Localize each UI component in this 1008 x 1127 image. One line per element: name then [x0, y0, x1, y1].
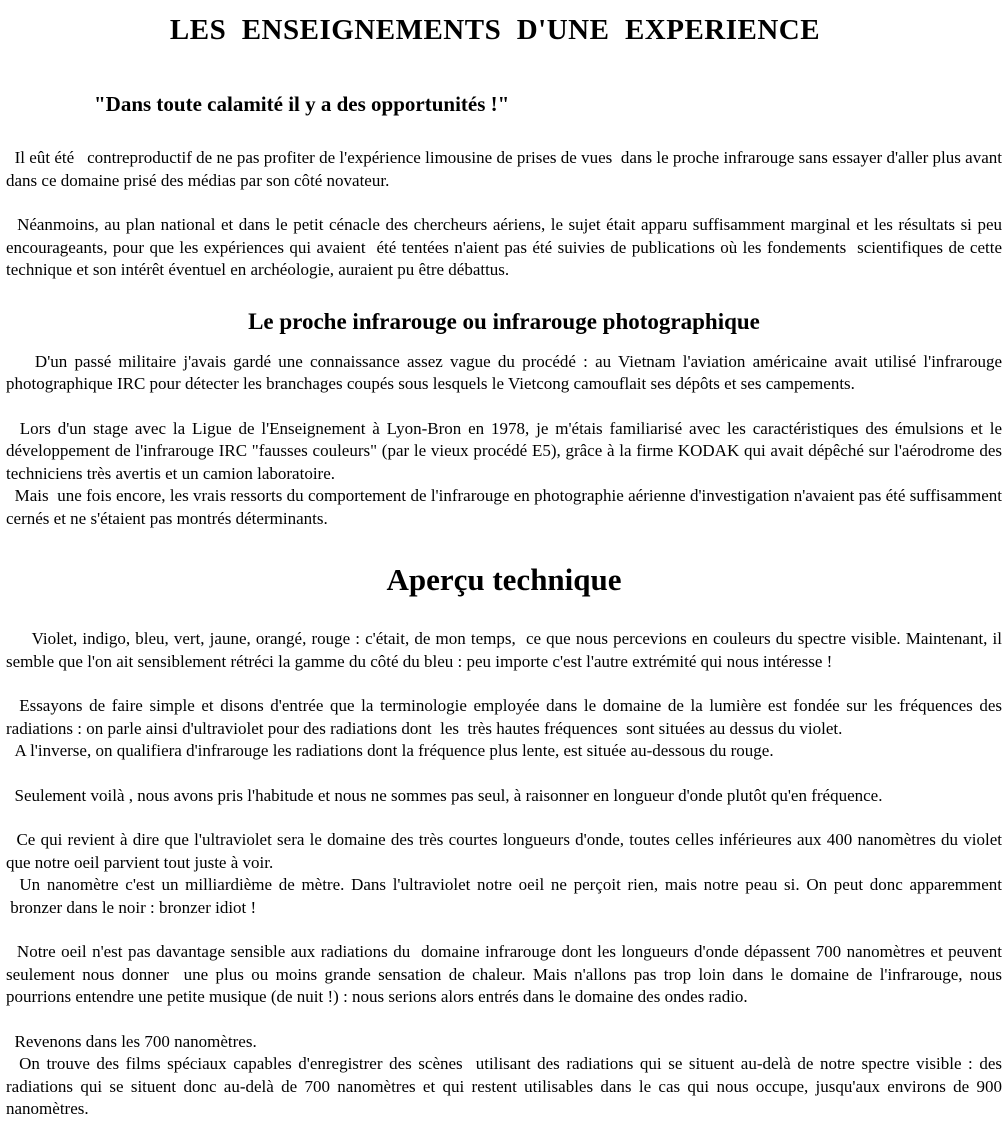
- apercu-paragraph-3: Seulement voilà , nous avons pris l'habitude et nous ne sommes pas seul, à raisonner en longueur d'onde plutôt qu'en fréquence.: [6, 785, 883, 805]
- apercu-paragraph-6b: On trouve des films spéciaux capables d'enregistrer des scènes utilisant des radiations qui se situent au-delà de notre spectre visible : des radiations qui se situent donc au-delà de 700 nanomètres et qui restent utilisables dans le cas qui nous occupe, jusqu'aux environs de 900 nanomètres.: [6, 1054, 1002, 1118]
- apercu-paragraph-5: Notre oeil n'est pas davantage sensible aux radiations du domaine infrarouge dont les longueurs d'onde dépassent 700 nanomètres et peuvent seulement nous donner une plus ou moins grande sensation de chaleur. Mais n'allons pas trop loin dans le domaine de l'infrarouge, nous pourrions entendre une petite musique (de nuit !) : nous serions alors entrés dans le domaine des ondes radio.: [6, 942, 1002, 1006]
- proche-infrarouge-paragraph-3: Mais une fois encore, les vrais ressorts du comportement de l'infrarouge en photographie aérienne d'investigation n'avaient pas été suffisamment cernés et ne s'étaient pas montrés déterminants.: [6, 486, 1002, 528]
- page-title: LES ENSEIGNEMENTS D'UNE EXPERIENCE: [169, 14, 821, 46]
- apercu-paragraph-2b: A l'inverse, on qualifiera d'infrarouge les radiations dont la fréquence plus lente, est située au-dessous du rouge.: [6, 741, 774, 760]
- proche-infrarouge-paragraph-2: Lors d'un stage avec la Ligue de l'Enseignement à Lyon-Bron en 1978, je m'étais familiarisé avec les caractéristiques des émulsions et le développement de l'infrarouge IRC "fausses couleurs" (par le vieux procédé E5), grâce à la firme KODAK qui avait dépêché sur l'aérodrome des techniciens très avertis et un camion laboratoire.: [6, 418, 1002, 483]
- proche-infrarouge-paragraph-1: D'un passé militaire j'avais gardé une connaissance assez vague du procédé : au Vietnam l'aviation américaine avait utilisé l'infrarouge photographique IRC pour détecter les branchages coupés sous lesquels le Vietcong camouflait ses dépôts et ses campements.: [6, 351, 1002, 393]
- apercu-paragraph-4b: Un nanomètre c'est un milliardième de mètre. Dans l'ultraviolet notre oeil ne perçoit rien, mais notre peau si. On peut donc apparemment bronzer dans le noir : bronzer idiot !: [6, 875, 1002, 917]
- section-heading-proche-infrarouge: Le proche infrarouge ou infrarouge photographique: [248, 308, 760, 334]
- intro-paragraph-2: Néanmoins, au plan national et dans le petit cénacle des chercheurs aériens, le sujet était apparu suffisamment marginal et les résultats si peu encourageants, pour que les expériences qui avaient été tentées n'aient pas été suivies de publications où les fondements scientifiques de cette technique et son intérêt éventuel en archéologie, auraient pu être débattus.: [6, 215, 1002, 279]
- apercu-paragraph-2: Essayons de faire simple et disons d'entrée que la terminologie employée dans le domaine de la lumière est fondée sur les fréquences des radiations : on parle ainsi d'ultraviolet pour des radiations dont les très hautes fréquences sont situées au dessus du violet.: [6, 696, 1002, 738]
- apercu-paragraph-6: Revenons dans les 700 nanomètres.: [6, 1031, 257, 1051]
- quote-subtitle: "Dans toute calamité il y a des opportunités !": [94, 92, 510, 116]
- intro-paragraph-1: Il eût été contreproductif de ne pas profiter de l'expérience limousine de prises de vues dans le proche infrarouge sans essayer d'aller plus avant dans ce domaine prisé des médias par son côté novateur.: [6, 148, 1002, 190]
- apercu-paragraph-1: Violet, indigo, bleu, vert, jaune, orangé, rouge : c'était, de mon temps, ce que nous percevions en couleurs du spectre visible. Maintenant, il semble que l'on ait sensiblement rétréci la gamme du côté du bleu : peu importe c'est l'autre extrémité qui nous intéresse !: [6, 629, 1002, 671]
- section-heading-apercu-technique: Aperçu technique: [386, 562, 622, 597]
- apercu-paragraph-4: Ce qui revient à dire que l'ultraviolet sera le domaine des très courtes longueurs d'onde, toutes celles inférieures aux 400 nanomètres du violet que notre oeil parvient tout juste à voir.: [6, 830, 1002, 872]
